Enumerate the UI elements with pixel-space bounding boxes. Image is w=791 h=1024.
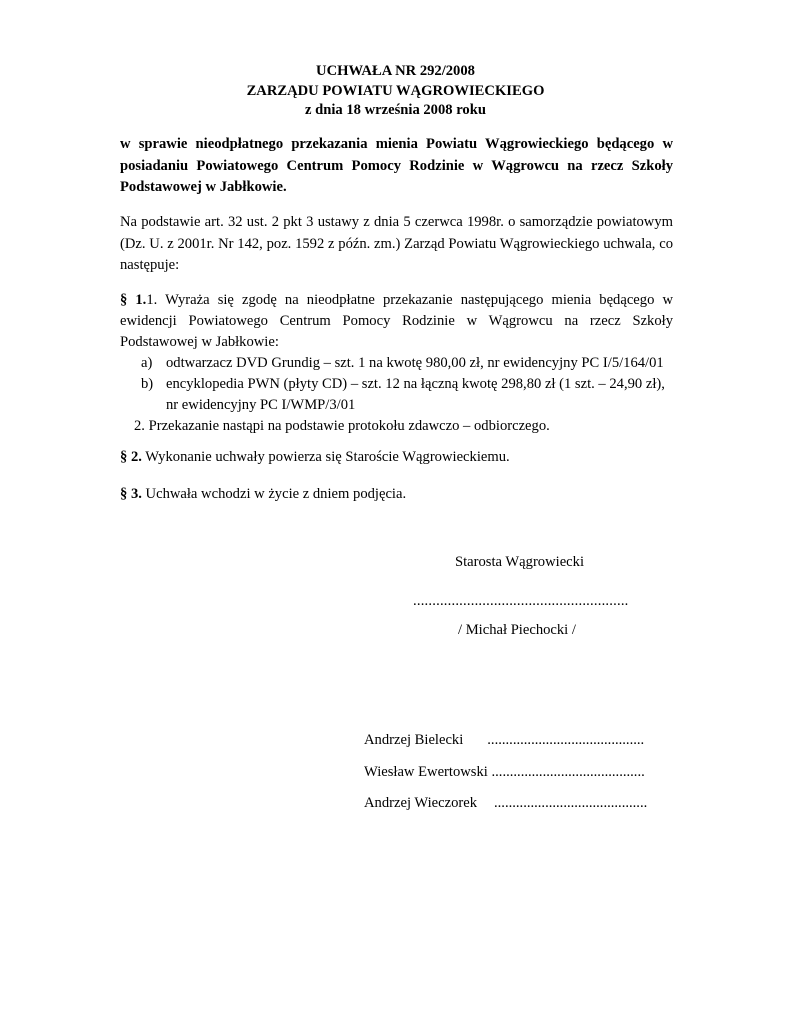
paragraph-3-text: Uchwała wchodzi w życie z dniem podjęcia. <box>145 486 407 502</box>
paragraph-2-text: Wykonanie uchwały powierza się Staroście Wągrowieckiemu. <box>145 449 510 465</box>
asset-list <box>120 353 673 416</box>
legal-basis: Na podstawie art. 32 ust. 2 pkt 3 ustawy z dnia 5 czerwca 1998r. o samorządzie powiatowym (Dz. U. z 2001r. Nr 142, poz. 1592 z późn. zm.) Zarząd Powiatu Wągrowieckiego uchwala, co następuje: <box>120 214 673 273</box>
issuing-body: ZARZĄDU POWIATU WĄGROWIECKIEGO <box>246 82 545 99</box>
signature-line: ........................................................ <box>413 593 629 609</box>
board-member-signature-line: ........................................... <box>487 732 645 748</box>
paragraph-1-text: 1. Wyraża się zgodę na nieodpłatne przekazanie następującego mienia będącego w ewidencji Powiatowego Centrum Pomocy Rodzinie w Wągrowcu na rzecz Szkoły Podstawowej w Jabłkowie: <box>120 292 674 350</box>
resolution-subject: w sprawie nieodpłatnego przekazania mienia Powiatu Wągrowieckiego będącego w posiadaniu Powiatowego Centrum Pomocy Rodzinie w Wągrowcu na rzecz Szkoły Podstawowej w Jabłkowie. <box>120 136 673 195</box>
board-member-signature-line: .......................................... <box>491 764 645 780</box>
signatory-title: Starosta Wągrowiecki <box>455 554 585 570</box>
paragraph-3 <box>120 484 673 505</box>
board-member-name: Andrzej Wieczorek <box>364 795 477 811</box>
list-item-marker: b) <box>141 376 154 392</box>
paragraph-1-point-2: 2. Przekazanie nastąpi na podstawie protokołu zdawczo – odbiorczego. <box>134 418 550 434</box>
paragraph-1-label: § 1. <box>120 292 147 308</box>
list-item <box>120 374 673 416</box>
paragraph-1-intro <box>120 290 673 353</box>
resolution-number: UCHWAŁA NR 292/2008 <box>316 63 475 79</box>
board-member-row <box>364 730 644 751</box>
signatory-name: / Michał Piechocki / <box>458 622 576 638</box>
paragraph-2-label: § 2. <box>120 449 142 465</box>
board-member-row <box>364 793 647 814</box>
board-member-name: Andrzej Bielecki <box>364 732 464 748</box>
resolution-date: z dnia 18 września 2008 roku <box>305 102 486 118</box>
resolution-header <box>0 62 791 121</box>
list-item <box>120 353 673 374</box>
paragraph-1 <box>120 290 673 437</box>
list-item-marker: a) <box>141 355 153 371</box>
list-item-text: odtwarzacz DVD Grundig – szt. 1 na kwotę 980,00 zł, nr ewidencyjny PC I/5/164/01 <box>166 355 664 371</box>
list-item-text: encyklopedia PWN (płyty CD) – szt. 12 na łączną kwotę 298,80 zł (1 szt. – 24,90 zł), nr ewidencyjny PC I/WMP/3/01 <box>166 376 665 413</box>
paragraph-2 <box>120 447 673 468</box>
board-member-row <box>364 762 645 783</box>
board-member-signature-line: .......................................... <box>494 795 648 811</box>
paragraph-3-label: § 3. <box>120 486 142 502</box>
board-member-name: Wiesław Ewertowski <box>364 764 488 780</box>
